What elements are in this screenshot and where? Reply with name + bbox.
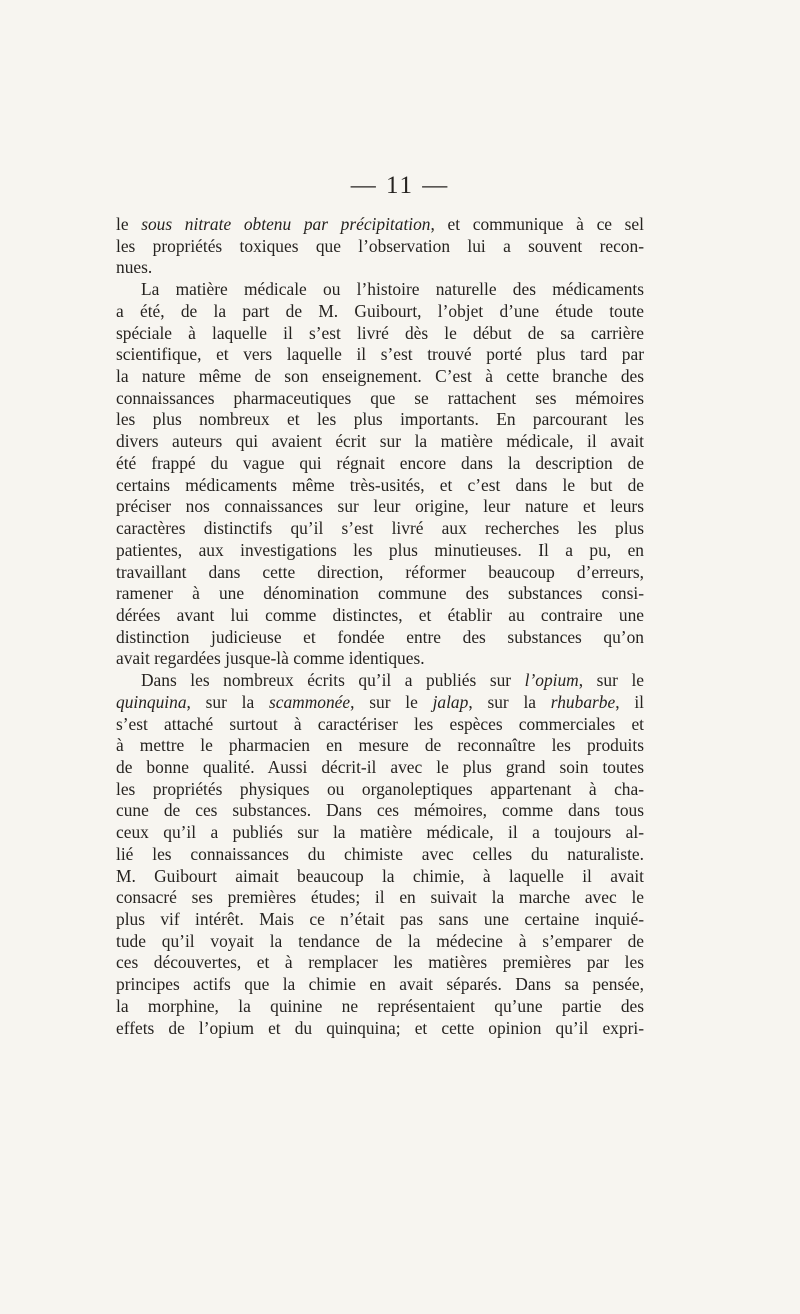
text-line xyxy=(116,257,644,279)
italic-text: sous nitrate obtenu par précipitation xyxy=(141,214,431,234)
text-segment: M. Guibourt aimait beaucoup la chimie, à laquelle il avait xyxy=(116,865,644,886)
text-line xyxy=(116,996,644,1018)
text-line xyxy=(116,800,644,822)
italic-text: jalap xyxy=(432,691,469,712)
text-segment: à mettre le pharmacien en mesure de reconnaître les produits xyxy=(116,735,644,756)
text-line xyxy=(116,496,644,518)
text-segment: certains médicaments même très-usités, et c’est dans le but de xyxy=(116,474,644,495)
text-segment: , sur la xyxy=(468,691,551,712)
text-segment: , sur le xyxy=(578,670,644,691)
text-segment: la nature même de son enseignement. C’est à cette branche des xyxy=(116,366,644,387)
text-segment: , sur le xyxy=(350,691,433,712)
text-line xyxy=(116,540,644,562)
text-line xyxy=(116,974,644,996)
text-segment: effets de l’opium et du quinquina; et cette opinion qu’il expri- xyxy=(116,1017,644,1038)
text-line xyxy=(116,409,644,431)
text-line xyxy=(116,844,644,866)
text-line xyxy=(116,388,644,410)
text-line xyxy=(116,562,644,584)
text-segment: plus vif intérêt. Mais ce n’était pas sans une certaine inquié- xyxy=(116,909,644,929)
text-segment: les plus nombreux et les plus importants. En parcourant les xyxy=(116,409,644,430)
text-segment: principes actifs que la chimie en avait séparés. Dans sa pensée, xyxy=(116,974,644,995)
text-line xyxy=(116,1018,644,1040)
text-segment: scientifique, et vers laquelle il s’est trouvé porté plus tard par xyxy=(116,344,644,365)
text-segment: caractères distinctifs qu’il s’est livré aux recherches les plus xyxy=(116,518,644,539)
text-segment: tude qu’il voyait la tendance de la médecine à s’emparer de xyxy=(116,930,644,951)
text-segment: le xyxy=(116,214,142,234)
text-line xyxy=(116,627,644,649)
text-line xyxy=(116,236,644,258)
text-line xyxy=(116,887,644,909)
text-line xyxy=(116,214,644,236)
text-line xyxy=(116,714,644,736)
text-segment: avait regardées jusque-là comme identiques. xyxy=(116,648,425,669)
text-segment: travaillant dans cette direction, réformer beaucoup d’erreurs, xyxy=(116,561,644,582)
text-segment: divers auteurs qui avaient écrit sur la matière médicale, il avait xyxy=(116,431,644,452)
text-line xyxy=(116,909,644,931)
text-segment: lié les connaissances du chimiste avec celles du naturaliste. xyxy=(116,843,644,864)
italic-text: rhubarbe xyxy=(550,691,616,712)
text-line xyxy=(116,952,644,974)
text-segment: consacré ses premières études; il en suivait la marche avec le xyxy=(116,887,644,908)
text-segment: La matière médicale ou l’histoire naturelle des médicaments xyxy=(141,279,644,300)
text-segment: les propriétés physiques ou organoleptiques appartenant à cha- xyxy=(116,778,644,799)
text-segment: été frappé du vague qui régnait encore dans la description de xyxy=(116,452,644,473)
text-segment: ramener à une dénomination commune des substances consi- xyxy=(116,583,644,604)
text-line xyxy=(116,475,644,497)
text-line xyxy=(116,431,644,453)
text-line xyxy=(116,453,644,475)
text-line xyxy=(116,279,644,301)
text-line xyxy=(116,366,644,388)
text-line xyxy=(116,866,644,888)
text-segment: distinction judicieuse et fondée entre des substances qu’on xyxy=(116,626,644,647)
text-segment: a été, de la part de M. Guibourt, l’objet d’une étude toute xyxy=(116,300,644,321)
body-text xyxy=(116,214,644,1039)
text-segment: la morphine, la quinine ne représentaient qu’une partie des xyxy=(116,995,644,1016)
text-segment: spéciale à laquelle il s’est livré dès le début de sa carrière xyxy=(116,322,644,343)
text-line xyxy=(116,670,644,692)
text-segment: cune de ces substances. Dans ces mémoires, comme dans tous xyxy=(116,800,644,821)
text-segment: patientes, aux investigations les plus minutieuses. Il a pu, en xyxy=(116,539,644,560)
text-line xyxy=(116,301,644,323)
text-segment: ceux qu’il a publiés sur la matière médicale, il a toujours al- xyxy=(116,822,644,843)
text-line xyxy=(116,605,644,627)
text-line xyxy=(116,757,644,779)
text-line xyxy=(116,344,644,366)
text-line xyxy=(116,931,644,953)
text-segment: nues. xyxy=(116,257,153,278)
text-segment: dérées avant lui comme distinctes, et établir au contraire une xyxy=(116,604,644,625)
text-line xyxy=(116,779,644,801)
text-line xyxy=(116,518,644,540)
text-segment: de bonne qualité. Aussi décrit-il avec le plus grand soin toutes xyxy=(116,756,644,777)
text-line xyxy=(116,648,644,670)
text-segment: s’est attaché surtout à caractériser les espèces commerciales et xyxy=(116,713,644,734)
italic-text: scammonée xyxy=(268,691,351,712)
text-line xyxy=(116,692,644,714)
text-segment: préciser nos connaissances sur leur origine, leur nature et leurs xyxy=(116,496,644,517)
text-segment: , et communique à ce sel xyxy=(430,214,644,234)
italic-text: l’opium xyxy=(524,670,579,691)
text-segment: les propriétés toxiques que l’observation lui a souvent recon- xyxy=(116,235,644,256)
text-segment: , sur la xyxy=(186,691,269,712)
italic-text: quinquina xyxy=(116,691,187,712)
text-segment: ces découvertes, et à remplacer les matières premières par les xyxy=(116,952,644,973)
text-segment: Dans les nombreux écrits qu’il a publiés sur xyxy=(141,670,525,691)
text-segment: , il xyxy=(615,691,644,712)
text-line xyxy=(116,323,644,345)
page-number: — 11 — xyxy=(350,172,450,199)
text-line xyxy=(116,583,644,605)
text-line xyxy=(116,822,644,844)
text-segment: connaissances pharmaceutiques que se rattachent ses mémoires xyxy=(116,387,644,408)
text-line xyxy=(116,735,644,757)
